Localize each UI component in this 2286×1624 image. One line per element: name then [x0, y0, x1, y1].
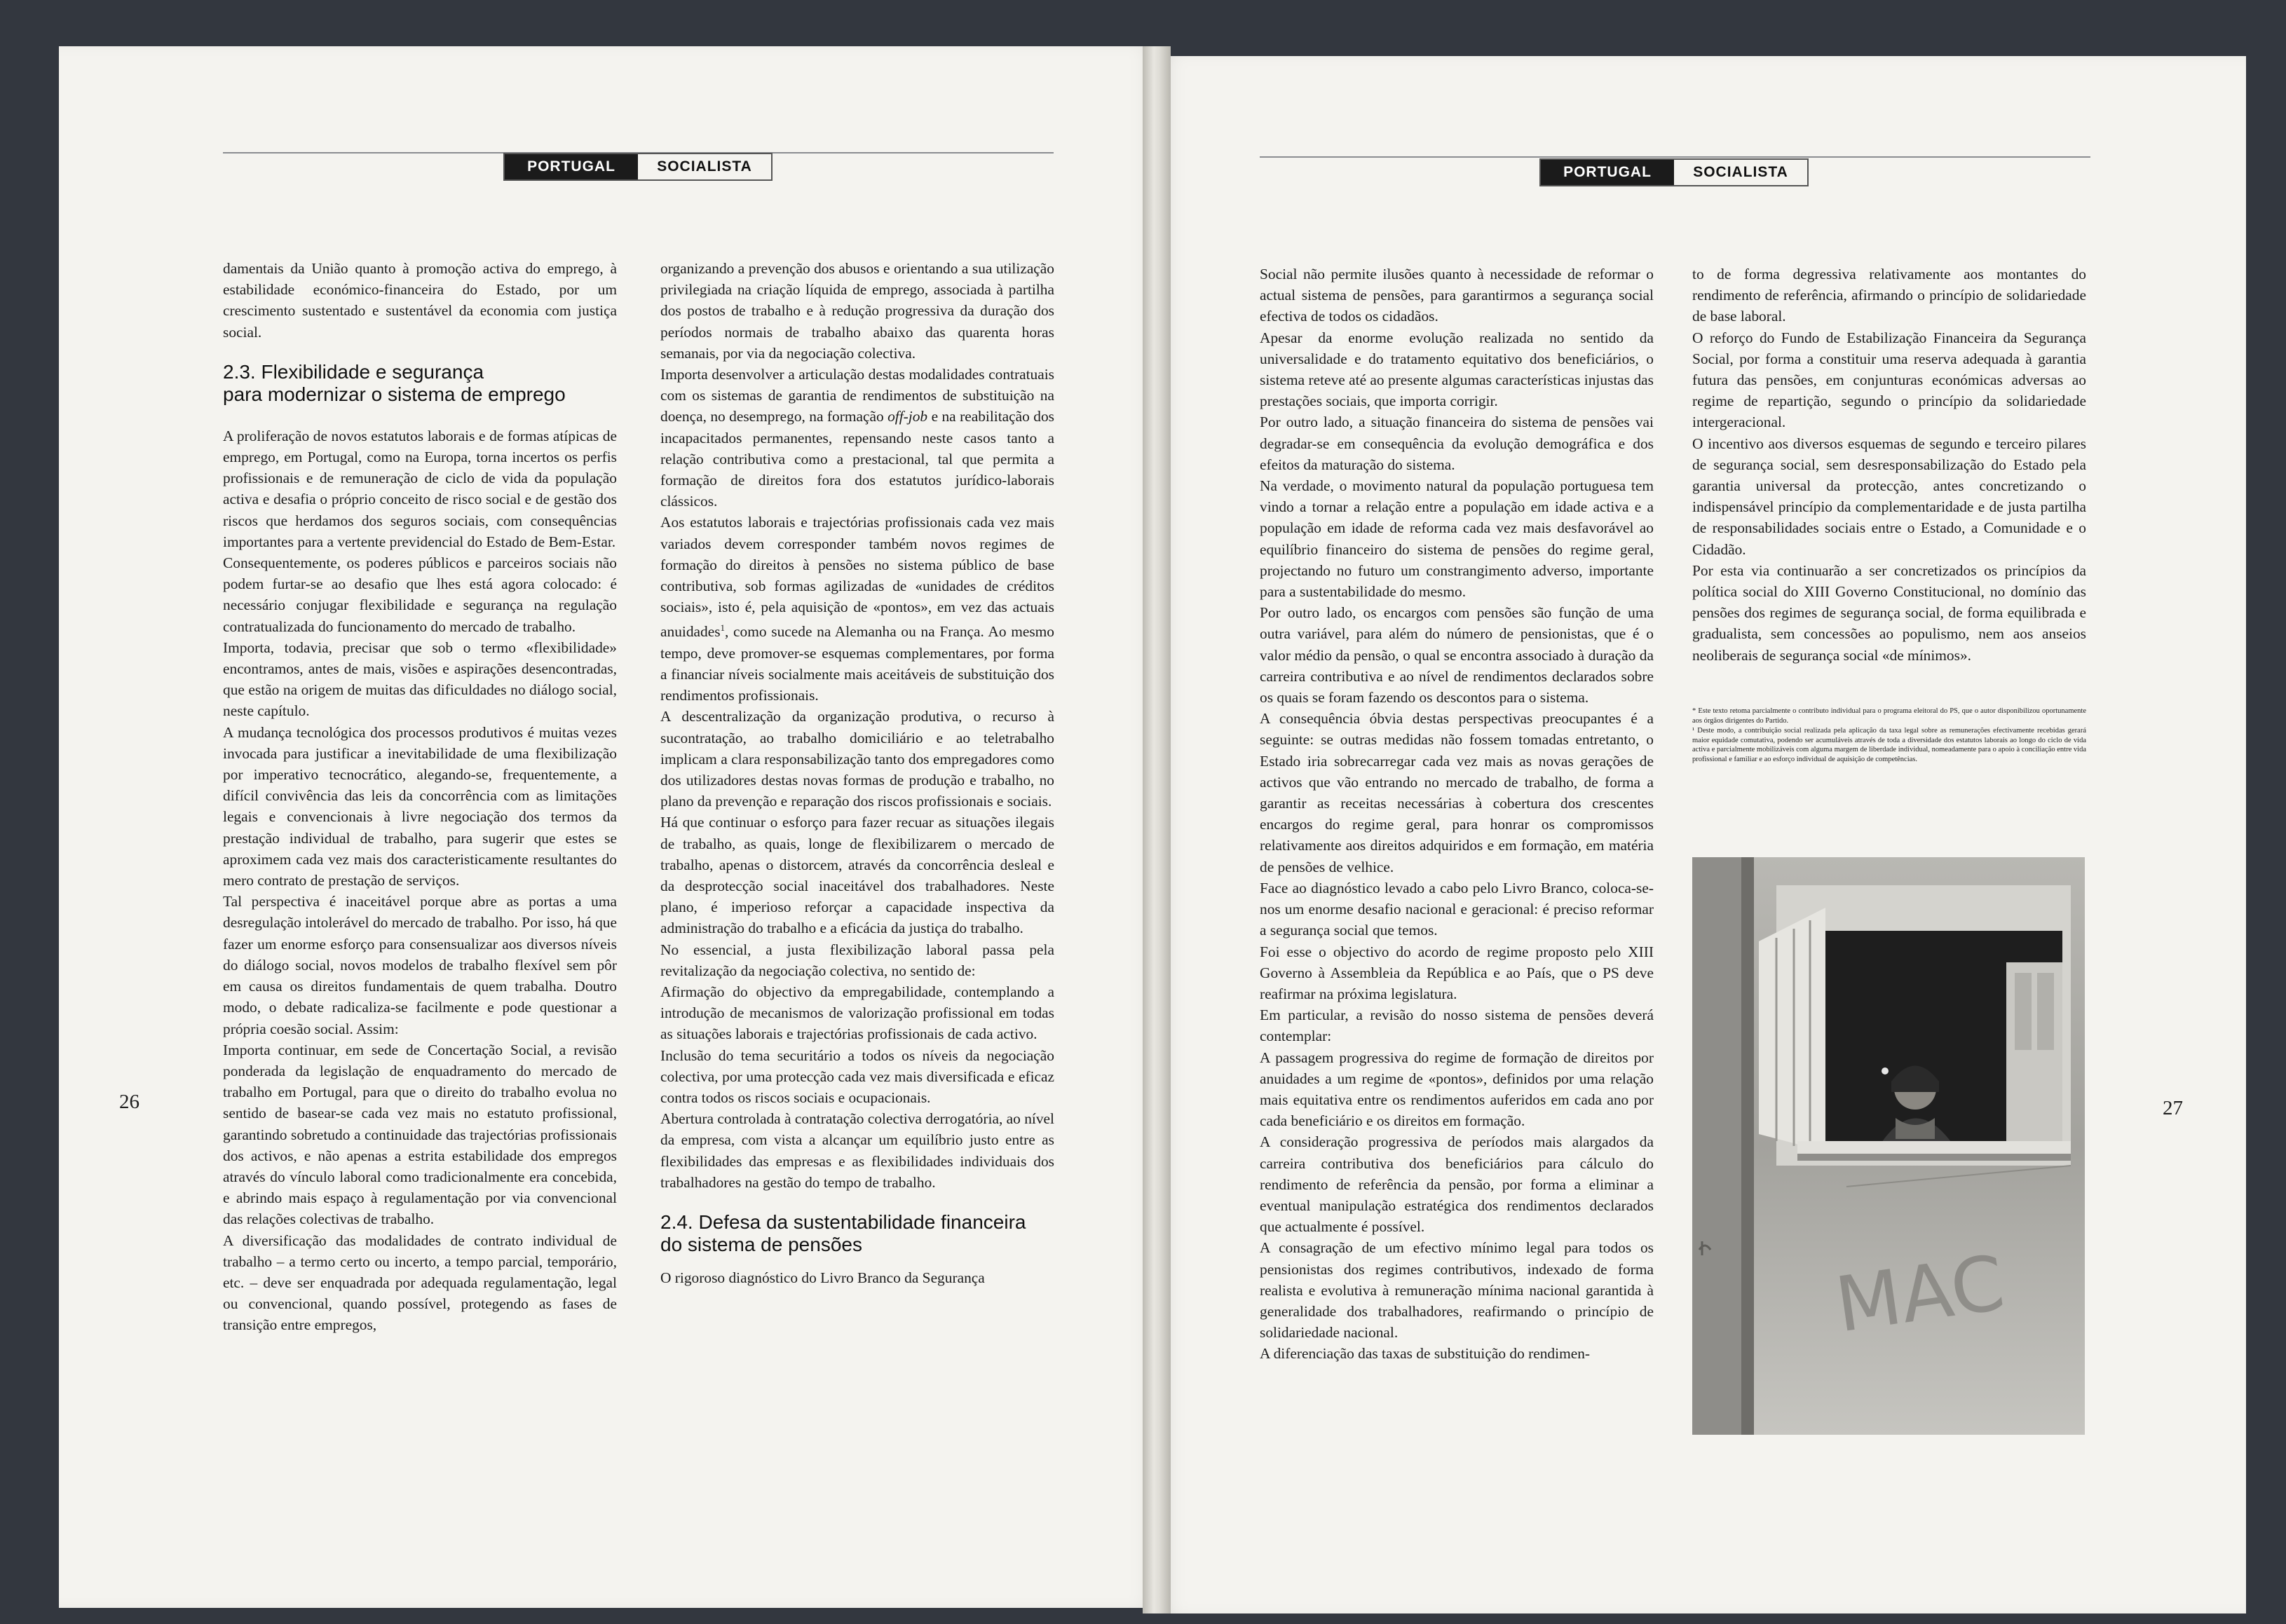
- masthead-portugal: PORTUGAL: [505, 154, 638, 179]
- paragraph: organizando a prevenção dos abusos e orientando a sua utilização privilegiada na criação líquida de emprego, associada à partilha dos postos de trabalho e à redução progressiva da duração dos períodos normais de trabalho abaixo das quarenta horas semanais, por via da negociação colectiva.: [660, 260, 1054, 362]
- left-column-1: [223, 258, 617, 1336]
- paragraph: Há que continuar o esforço para fazer recuar as situações ilegais de trabalho, as quais, longe de flexibilizarem o mercado de trabalho, apenas o distorcem, através da concorrência desleal e da desprotecção social inaceitável dos trabalhadores. Neste plano, é imperioso reforçar a capacidade inspectiva da administração do trabalho e a eficácia da justiça do trabalho.: [660, 814, 1054, 937]
- section-title-line2: do sistema de pensões: [660, 1234, 862, 1256]
- paragraph: Foi esse o objectivo do acordo de regime proposto pelo XIII Governo à Assembleia da República e ao País, que o PS deve reafirmar na próxima legislatura.: [1260, 943, 1654, 1002]
- paragraph: Abertura controlada à contratação colectiva derrogatória, ao nível da empresa, com vista a alcançar um equilíbrio justo entre as flexibilidades das empresas e as flexibilidades individuais dos trabalhadores na gestão do tempo de trabalho.: [660, 1110, 1054, 1191]
- masthead-portugal: PORTUGAL: [1541, 160, 1674, 185]
- paragraph: A diversificação das modalidades de contrato individual de trabalho – a termo certo ou incerto, a tempo parcial, temporário, etc. – deve ser enquadrada por adequada regulamentação, legal ou convencional, quando possível, protegendo as fases de transição entre empregos,: [223, 1231, 617, 1334]
- paragraph: No essencial, a justa flexibilização laboral passa pela revitalização da negociação colectiva, no sentido de:: [660, 941, 1054, 979]
- graffiti-text: MAC: [1830, 1239, 2010, 1350]
- section-heading-2-3: [223, 361, 617, 406]
- paragraph: damentais da União quanto à promoção activa do emprego, à estabilidade económico-financeira do Estado, por um crescimento sustentado e sustentável da economia com justiça social.: [223, 260, 617, 341]
- paragraph: Por outro lado, a situação financeira do sistema de pensões vai degradar-se em consequência da evolução demográfica e dos efeitos da maturação do sistema.: [1260, 414, 1654, 473]
- section-number: 2.4.: [660, 1211, 693, 1234]
- paragraph: O rigoroso diagnóstico do Livro Branco da Segurança: [660, 1269, 985, 1287]
- paragraph: A proliferação de novos estatutos laborais e de formas atípicas de emprego, em Portugal, como na Europa, torna incertos os perfis profissionais e de remuneração de ciclo de vida da população activa e desafia o próprio conceito de risco social e de gestão dos riscos que herdamos dos seguros sociais, com consequências importantes para a vertente previdencial do Estado de Bem-Estar.: [223, 427, 617, 550]
- masthead-socialista: SOCIALISTA: [1674, 160, 1807, 185]
- page-number-right: 27: [2163, 1097, 2183, 1119]
- paragraph: Inclusão do tema securitário a todos os níveis da negociação colectiva, por uma protecção cada vez mais diversificada e eficaz contra todos os riscos sociais e ocupacionais.: [660, 1046, 1054, 1107]
- paragraph: A descentralização da organização produtiva, o recurso à sucontratação, ao trabalho domiciliário e ao teletrabalho implicam a clara responsabilização tanto dos empregadores como dos utilizadores destas novas formas de produção e trabalho, no plano da prevenção e reparação dos riscos profissionais e sociais.: [660, 708, 1054, 810]
- left-column-2: [660, 258, 1054, 1288]
- paragraph: A mudança tecnológica dos processos produtivos é muitas vezes invocada para justificar a inevitabilidade de uma flexibilização por imperativo tecnocrático, alegando-se, frequentemente, a difícil convivência das leis da concorrência com as limitações legais e convencionais à livre negociação dos termos da prestação individual de trabalho, para sugerir que estes se aproximem cada vez mais dos caracteristicamente resultantes do mero contrato de prestação de serviços.: [223, 723, 617, 889]
- paragraph: Em particular, a revisão do nosso sistema de pensões deverá contemplar:: [1260, 1007, 1654, 1045]
- section-title-line1: Flexibilidade e segurança: [261, 360, 484, 383]
- section-title-line2: para modernizar o sistema de emprego: [223, 383, 566, 405]
- italic-term: off-job: [887, 408, 928, 425]
- section-heading-2-4: [660, 1211, 1054, 1256]
- paragraph: Na verdade, o movimento natural da população portuguesa tem vindo a tornar a relação entre a população em idade activa e a população em idade de reforma cada vez mais desfavorável ao equilíbrio financeiro do sistema de pensões do regime geral, projectando no futuro um constrangimento adverso, importante para a sustentabilidade do mesmo.: [1260, 477, 1654, 601]
- paragraph: A consideração progressiva de períodos mais alargados da carreira contributiva dos beneficiários para cálculo do rendimento de referência da pensão, por forma a eliminar a eventual manipulação estratégica dos rendimentos declarados que actualmente é possível.: [1260, 1133, 1654, 1236]
- paragraph: A consagração de um efectivo mínimo legal para todos os pensionistas dos regimes contributivos, indexado de forma realista e evolutiva à remuneração mínima nacional garantida à generalidade dos trabalhadores, reafirmando o princípio de solidariedade nacional.: [1260, 1239, 1654, 1342]
- section-title-line1: Defesa da sustentabilidade financeira: [698, 1211, 1026, 1234]
- photo-woman-at-window: [1692, 857, 2085, 1435]
- paragraph: Apesar da enorme evolução realizada no sentido da universalidade e do tratamento equitativo dos beneficiários, o sistema reteve até ao presente algumas características injustas das prestações sociais, que importa corrigir.: [1260, 329, 1654, 410]
- paragraph: Tal perspectiva é inaceitável porque abre as portas a uma desregulação intolerável do mercado de trabalho. Por isso, há que fazer um enorme esforço para consensualizar aos diversos níveis do diálogo social, novos modelos de trabalho flexível sem pôr em causa os direitos fundamentais de quem trabalha. Doutro modo, o debate radicaliza-se facilmente e pode questionar a própria coesão social. Assim:: [223, 893, 617, 1037]
- masthead-rule-right: [1260, 156, 2090, 158]
- paragraph: O incentivo aos diversos esquemas de segundo e terceiro pilares de segurança social, sem desresponsabilização do Estado pela garantia universal da protecção, antes concretizando o indispensável princípio da complementaridade e de justa partilha de responsabilidades sociais entre o Estado, a Comunidade e o Cidadão.: [1692, 435, 2086, 558]
- paragraph: A diferenciação das taxas de substituição do rendimen-: [1260, 1345, 1591, 1363]
- paragraph: Afirmação do objectivo da empregabilidade, contemplando a introdução de mecanismos de valorização profissional em todas as situações laborais e trajectórias profissionais de cada activo.: [660, 983, 1054, 1043]
- paragraph: Por esta via continuarão a ser concretizados os princípios da política social do XIII Governo Constitucional, no domínio das pensões dos regimes de segurança social, de forma equilibrada e gradualista, sem concessões ao populismo, nem aos anseios neoliberais de segurança social «de mínimos».: [1692, 561, 2086, 664]
- paragraph: Social não permite ilusões quanto à necessidade de reformar o actual sistema de pensões, para garantirmos a segurança social efectiva de todos os cidadãos.: [1260, 266, 1654, 325]
- paragraph: Por outro lado, os encargos com pensões são função de uma outra variável, para além do número de pensionistas, que é o valor médio da pensão, o qual se encontra associado à duração da carreira contributiva e ao nível de rendimentos declarados sobre os quais se foram fazendo os descontos para o sistema.: [1260, 604, 1654, 707]
- paragraph: Importa, todavia, precisar que sob o termo «flexibilidade» encontramos, antes de mais, visões e aspirações desencontradas, que estão na origem de muitas das dificuldades no diálogo social, neste capítulo.: [223, 639, 617, 720]
- footnotes: [1692, 707, 2086, 765]
- paragraph: to de forma degressiva relativamente aos montantes do rendimento de referência, afirmando o princípio de solidariedade de base laboral.: [1692, 266, 2086, 325]
- paragraph: Importa desenvolver a articulação destas modalidades contratuais com os sistemas de garantia de rendimentos de substituição na doença, no desemprego, na formação off-job e na reabilitação dos incapacitados permanentes, repensando neste casos tanto a relação contributiva como a prestacional, tal que permita a formação de direitos fora dos estatutos jurídico-laborais clássicos.: [660, 366, 1054, 510]
- footnote-ref: 1: [720, 622, 726, 634]
- right-column-2: [1692, 264, 2086, 666]
- footnote: * Este texto retoma parcialmente o contributo individual para o programa eleitoral do PS, que o autor disponibilizou oportunamente aos órgãos dirigentes do Partido.: [1692, 707, 2086, 725]
- masthead-right: [1539, 158, 1809, 186]
- masthead-socialista: SOCIALISTA: [638, 154, 771, 179]
- paragraph: Aos estatutos laborais e trajectórias profissionais cada vez mais variados devem corresponder também novos regimes de formação do direitos à pensões no sistema público de base contributiva, sob formas agilizadas de «unidades de créditos sociais», isto é, pela aquisição de «pontos», em vez das actuais anuidades$^1$, como sucede na Alemanha ou na França. Ao mesmo tempo, deve promover-se esquemas complementares, por forma a financiar níveis socialmente mais aceitáveis de substituição dos rendimentos profissionais.: [660, 514, 1054, 704]
- paragraph: A passagem progressiva do regime de formação de direitos por anuidades a um regime de «pontos», definidos por uma relação mais equitativa entre os rendimentos auferidos em cada ano por cada beneficiário e os direitos em formação.: [1260, 1049, 1654, 1130]
- paragraph: O reforço do Fundo de Estabilização Financeira da Segurança Social, por forma a constituir uma reserva adequada à garantia futura das pensões, em conjunturas económicas adversas ao regime de repartição, segundo o princípio da solidariedade intergeracional.: [1692, 329, 2086, 431]
- masthead-left: [503, 153, 773, 181]
- section-number: 2.3.: [223, 360, 256, 383]
- page-number-left: 26: [119, 1091, 140, 1113]
- paragraph: A consequência óbvia destas perspectivas preocupantes é a seguinte: se outras medidas não fossem tomadas entretanto, o Estado iria sobrecarregar cada vez mais as novas gerações de activos que vão entrando no mercado de trabalho, de forma a garantir as receitas necessárias à cobertura dos crescentes encargos do regime geral, para honrar os compromissos relativamente aos direitos adquiridos e em formação, em matéria de pensões de velhice.: [1260, 710, 1654, 875]
- paragraph: Consequentemente, os poderes públicos e parceiros sociais não podem furtar-se ao desafio que lhes está agora colocado: é necessário conjugar flexibilidade e segurança na regulação contratualizada do funcionamento do mercado de trabalho.: [223, 554, 617, 635]
- footnote: ¹ Deste modo, a contribuição social realizada pela aplicação da taxa legal sobre as remunerações efectivamente recebidas gerará maior equidade comutativa, podendo ser acumuláveis através de toda a diversidade dos estatutos laborais ao longo do ciclo de vida activa e parcialmente mobilizáveis com alguma margem de liberdade individual, nomeadamente para o apoio à conciliação entre vida profissional e familiar e ao esforço individual de aquisição de competências.: [1692, 727, 2086, 763]
- right-column-1: [1260, 264, 1654, 1365]
- binding-gutter: [1143, 46, 1171, 1613]
- paragraph: Importa continuar, em sede de Concertação Social, a revisão ponderada da legislação de enquadramento do mercado de trabalho em Portugal, para que o direito do trabalho evolua no sentido de basear-se cada vez mais no estatuto profissional, garantindo sobretudo a continuidade das trajectórias profissionais dos activos, e não apenas a estrita estabilidade dos empregos através do vínculo laboral como tradicionalmente era concebida, e abrindo mais espaço à regulamentação por via convencional das relações colectivas de trabalho.: [223, 1041, 617, 1228]
- paragraph: Face ao diagnóstico levado a cabo pelo Livro Branco, coloca-se-nos um enorme desafio nacional e geracional: é preciso reformar a segurança social que temos.: [1260, 879, 1654, 939]
- photo-illustration: [1692, 857, 2085, 1435]
